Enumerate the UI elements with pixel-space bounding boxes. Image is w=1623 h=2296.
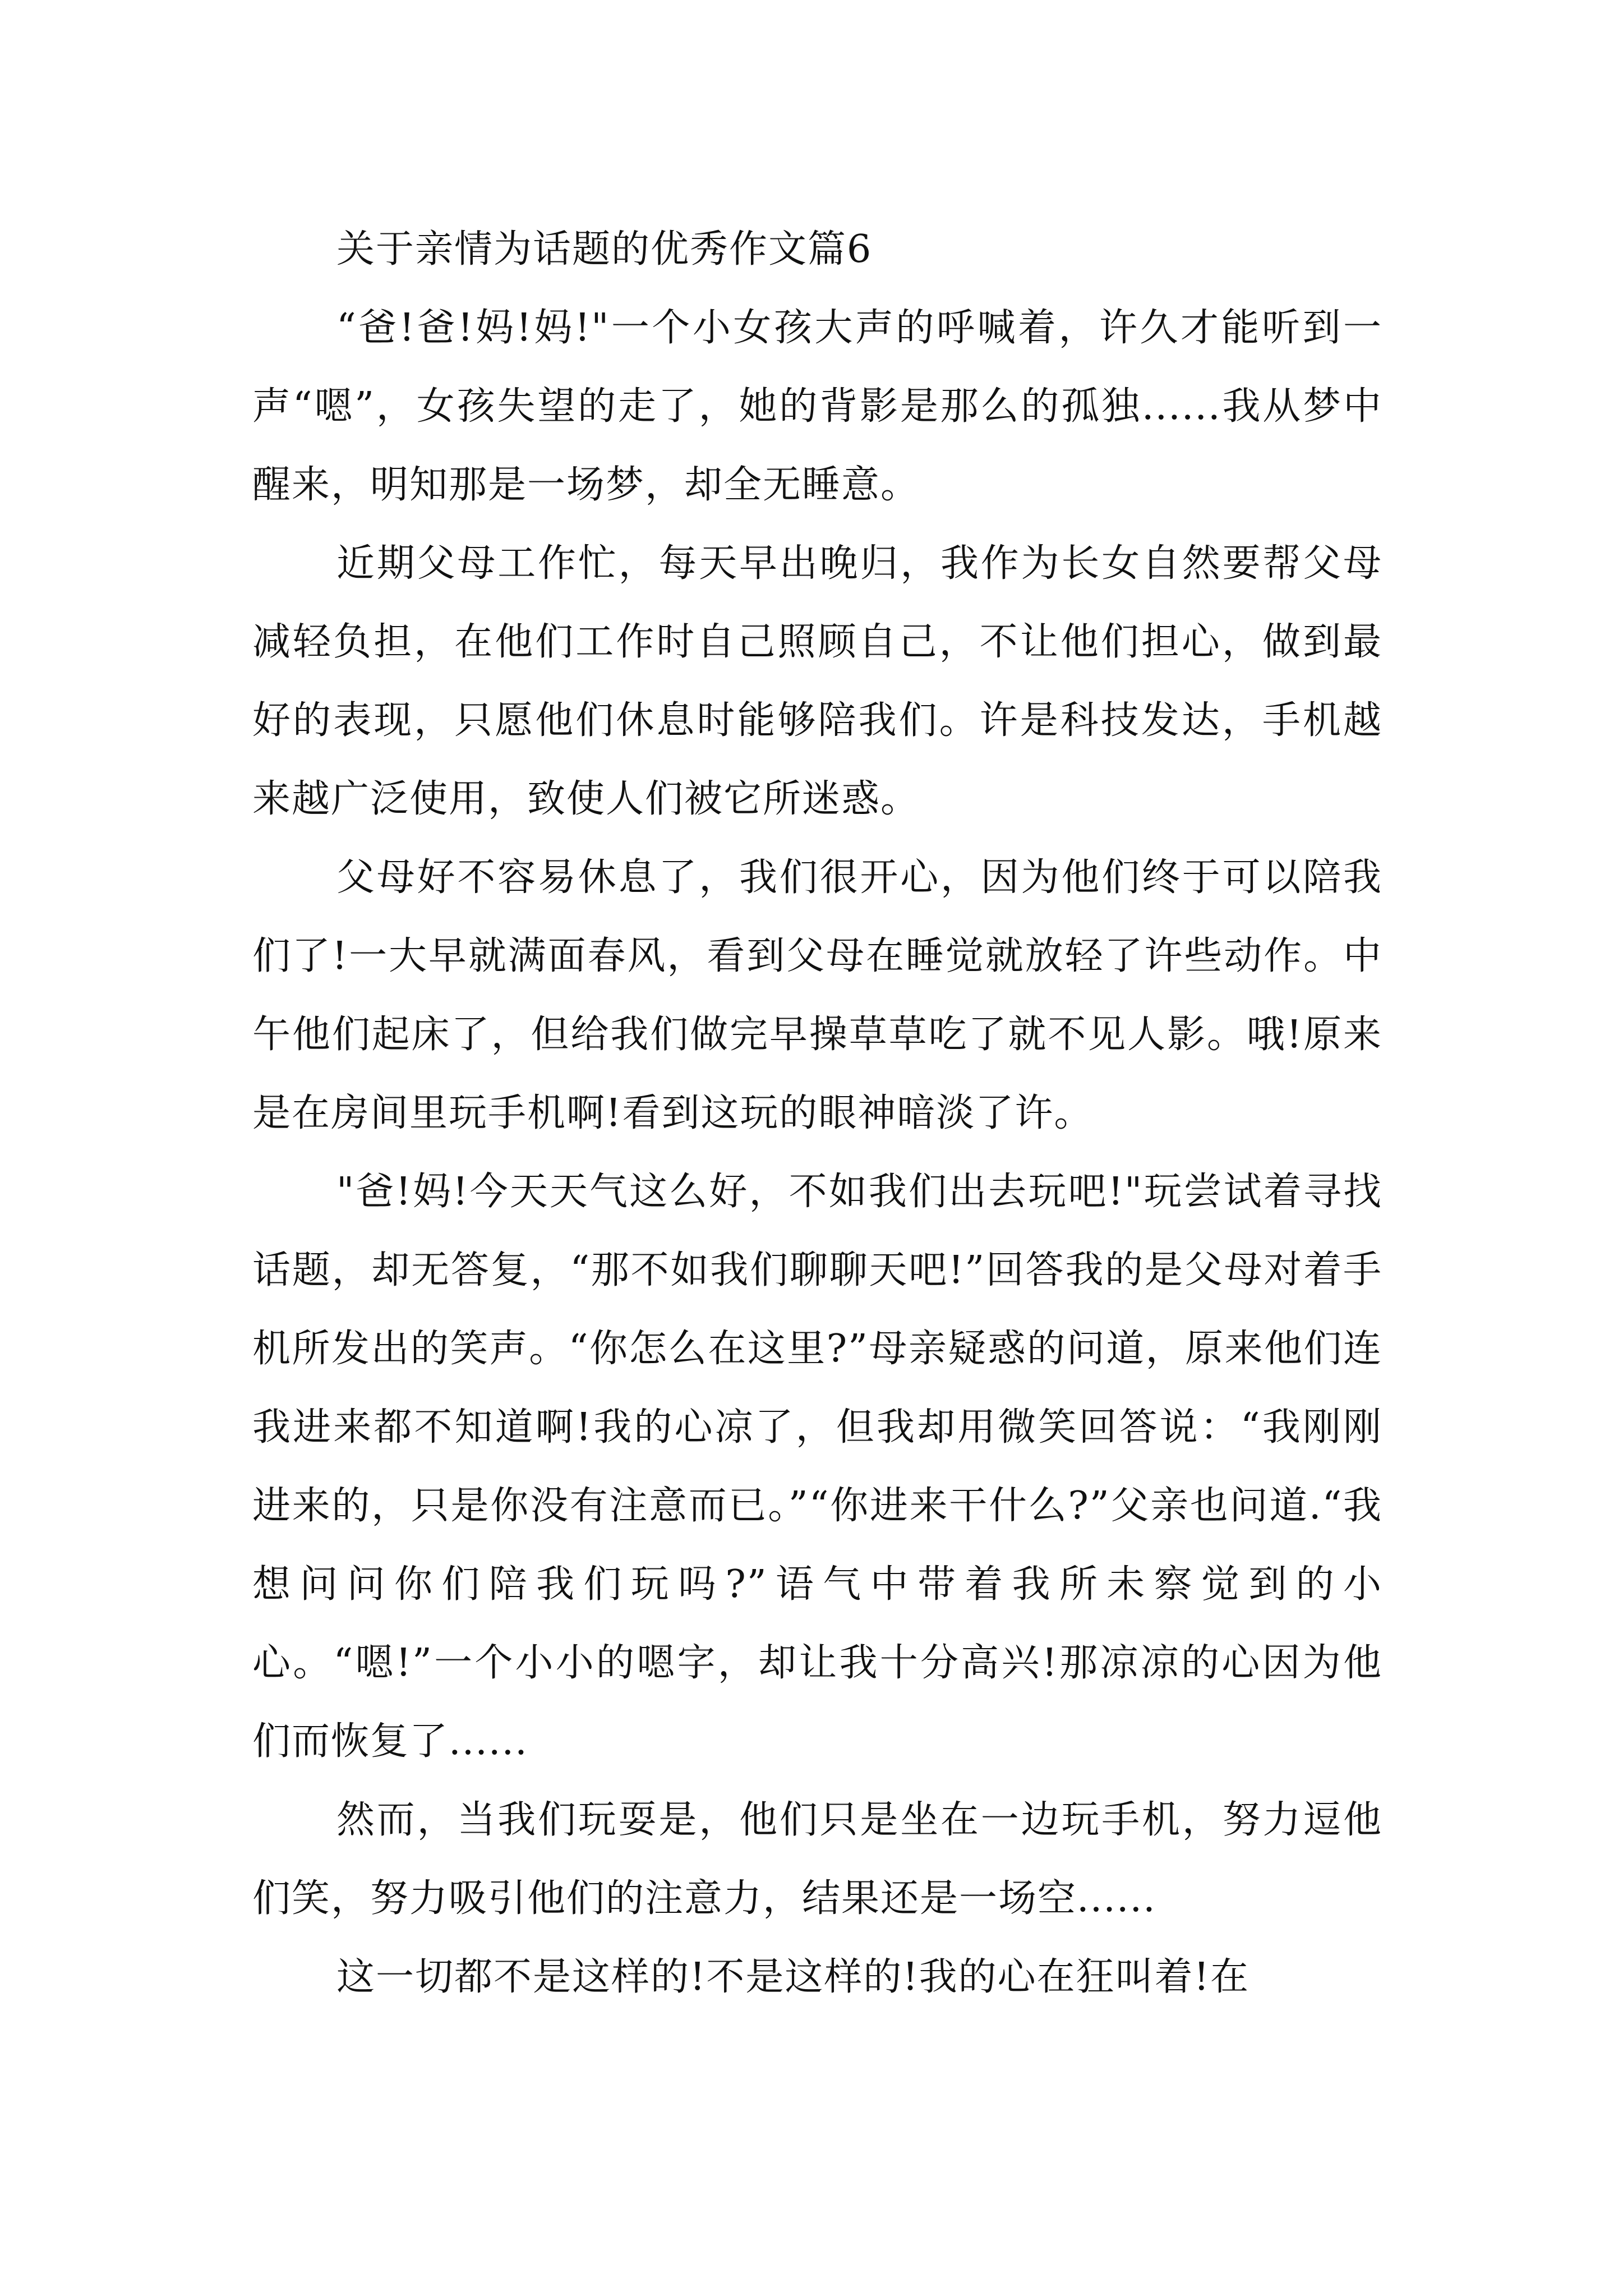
paragraph-2: 近期父母工作忙，每天早出晚归，我作为长女自然要帮父母减轻负担，在他们工作时自己照顾自己，不让他们担心，做到最好的表现，只愿他们休息时能够陪我们。许是科技发达，手机越来越广泛使用，致使人们被它所迷惑。 <box>252 541 1382 821</box>
paragraph-1: “爸!爸!妈!妈!"一个小女孩大声的呼喊着，许久才能听到一声“嗯”，女孩失望的走了，她的背影是那么的孤独......我从梦中醒来，明知那是一场梦，却全无睡意。 <box>252 306 1382 507</box>
paragraph-6: 这一切都不是这样的!不是这样的!我的心在狂叫着!在 <box>336 1955 1249 1999</box>
essay-title: 关于亲情为话题的优秀作文篇6 <box>336 227 873 272</box>
paragraph-3: 父母好不容易休息了，我们很开心，因为他们终于可以陪我们了!一大早就满面春风，看到父母在睡觉就放轻了许些动作。中午他们起床了，但给我们做完早操草草吃了就不见人影。哦!原来是在房间里玩手机啊!看到这玩的眼神暗淡了许。 <box>252 855 1382 1135</box>
paragraph-5: 然而，当我们玩耍是，他们只是坐在一边玩手机，努力逗他们笑，努力吸引他们的注意力，结果还是一场空...... <box>252 1798 1382 1921</box>
paragraph-4: "爸!妈!今天天气这么好，不如我们出去玩吧!"玩尝试着寻找话题，却无答复，“那不如我们聊聊天吧!”回答我的是父母对着手机所发出的笑声。“你怎么在这里?”母亲疑惑的问道，原来他们连我进来都不知道啊!我的心凉了，但我却用微笑回答说：“我刚刚进来的，只是你没有注意而已。”“你进来干什么?”父亲也问道.“我想问问你们陪我们玩吗?”语气中带着我所未察觉到的小心。“嗯!”一个小小的嗯字，却让我十分高兴!那凉凉的心因为他们而恢复了...... <box>252 1170 1382 1764</box>
document-body <box>252 210 1382 2017</box>
